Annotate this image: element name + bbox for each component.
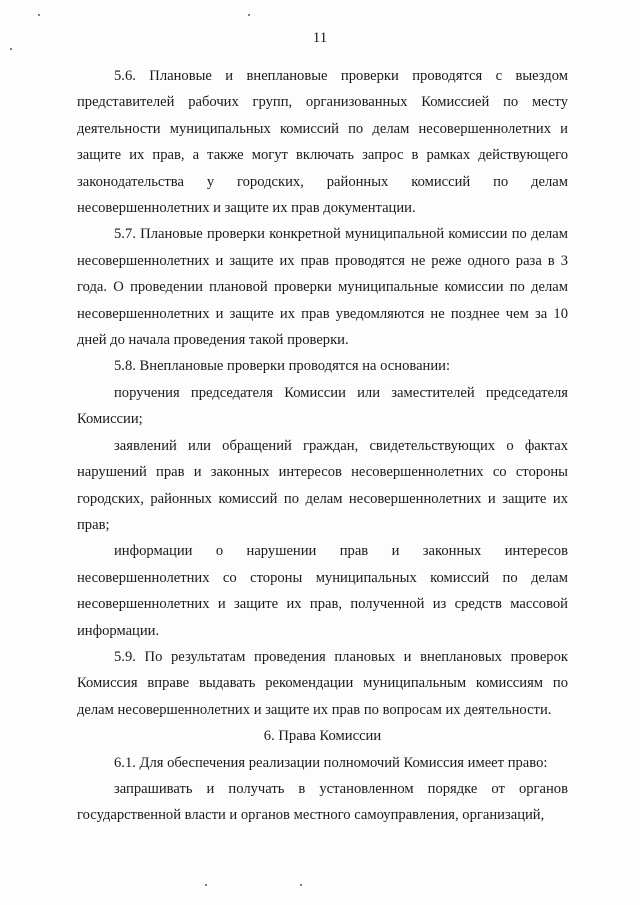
paragraph-5-8: 5.8. Внеплановые проверки проводятся на основании: [114,358,451,375]
scan-speck [205,884,207,886]
document-body [77,63,568,829]
scan-speck [248,14,250,16]
paragraph-5-6: 5.6. Плановые и внеплановые проверки проводятся с выездом представителей рабочих групп, организованных Комиссией по месту деятельности муниципальных комиссий по делам несовершеннолетних и защите их прав, а также могут включать запрос в рамках действующего законодательства у городских, районных комиссий по делам несовершеннолетних и защите их прав документации. [77,68,568,217]
list-item-citizen-appeals: заявлений или обращений граждан, свидетельствующих о фактах нарушений прав и законных интересов несовершеннолетних со стороны городских, районных комиссий по делам несовершеннолетних и защите их прав; [77,437,568,533]
list-item-instruction: поручения председателя Комиссии или заместителей председателя Комиссии; [77,384,568,428]
scan-speck [300,884,302,886]
paragraph-5-9: 5.9. По результатам проведения плановых и внеплановых проверок Комиссия вправе выдавать рекомендации муниципальным комиссиям по делам несовершеннолетних и защите их прав по вопросам их деятельности. [77,648,568,718]
paragraph-6-1: 6.1. Для обеспечения реализации полномочий Комиссия имеет право: [114,754,548,771]
paragraph-6-1-item: запрашивать и получать в установленном порядке от органов государственной власти и органов местного самоуправления, организаций, [77,780,568,824]
scan-speck [38,14,40,16]
paragraph-5-7: 5.7. Плановые проверки конкретной муниципальной комиссии по делам несовершеннолетних и защите их прав проводятся не реже одного раза в 3 года. О проведении плановой проверки муниципальные комиссии по делам несовершеннолетних и защите их прав уведомляются не позднее чем за 10 дней до начала проведения такой проверки. [77,226,568,349]
scan-speck [10,48,12,50]
list-item-media-information: информации о нарушении прав и законных интересов несовершеннолетних со стороны муниципальных комиссий по делам несовершеннолетних и защите их прав, полученной из средств массовой информации. [77,543,568,639]
page-number: 11 [312,30,328,46]
section-heading: 6. Права Комиссии [263,728,382,745]
